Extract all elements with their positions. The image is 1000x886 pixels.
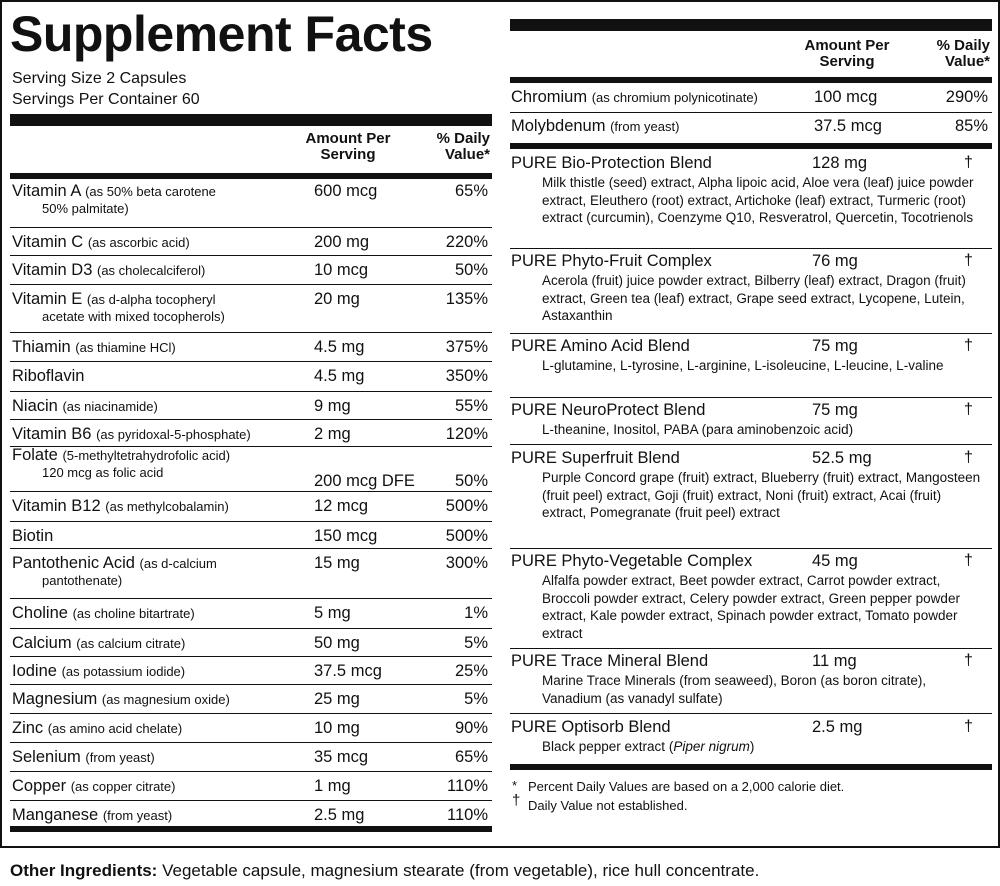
nutrient-amount: 100 mcg [814,88,878,106]
nutrient-name-text: Magnesium [12,690,98,708]
nutrient-name [12,233,190,252]
nutrient-qualifier: (as amino acid chelate) [47,721,183,736]
nutrient-name-text: Vitamin D3 [12,261,93,279]
row-divider [10,284,492,285]
nutrient-qualifier-line2: 120 mcg as folic acid [42,465,164,480]
left-header-rule [10,173,492,179]
nutrient-qualifier-line2: pantothenate) [42,573,123,588]
nutrient-name [12,338,176,357]
blend-amount: 11 mg [812,652,857,670]
blend-divider [510,248,992,249]
nutrient-amount: 600 mcg [314,182,378,200]
blend-dagger: † [964,337,973,354]
nutrient-name-text: Vitamin B12 [12,497,101,515]
nutrient-qualifier: (5-methyltetrahydrofolic acid) [62,448,231,463]
nutrient-amount: 10 mcg [314,261,369,279]
other-ingredients-text: Vegetable capsule, magnesium stearate (from vegetable), rice hull concentrate. [157,861,760,880]
blend-name: PURE Phyto-Vegetable Complex [511,552,753,570]
blend-name: PURE Optisorb Blend [511,718,671,736]
nutrient-amount: 15 mg [314,554,360,572]
nutrient-qualifier: (as choline bitartrate) [72,606,195,621]
right-blend-rule [510,143,992,149]
nutrient-name-text: Biotin [12,527,54,545]
row-divider [10,255,492,256]
nutrient-name-text: Iodine [12,662,57,680]
left-dv-header: % Daily Value* [436,130,490,163]
blend-ingredients: Alfalfa powder extract, Beet powder extract, Carrot powder extract, Broccoli powder extract, Celery powder extract, Green pepper powder extract, Kale powder extract, Spinach powder extract, Tomato powder extract [542,573,960,641]
nutrient-amount: 200 mg [314,233,370,251]
other-ingredients-label: Other Ingredients: [10,861,158,880]
nutrient-amount: 10 mg [314,719,360,737]
nutrient-name [12,719,182,738]
row-divider [10,361,492,362]
nutrient-name-text: Riboflavin [12,367,85,385]
blend-dagger: † [964,401,973,418]
nutrient-qualifier: (from yeast) [85,750,155,765]
blend-ingredients: Milk thistle (seed) extract, Alpha lipoic acid, Aloe vera (leaf) juice powder extract, Eleuthero (root) extract, Artichoke (leaf) extract, Turmeric (root) extract (curcumin), Coenzyme Q10, Resveratrol, Quercetin, Tocotrienols [542,175,974,225]
nutrient-qualifier: (as chromium polynicotinate) [591,90,758,105]
left-thick-bar [10,114,492,126]
nutrient-name-text: Vitamin E [12,290,83,308]
nutrient-qualifier: (as d-calcium [139,556,217,571]
nutrient-name-text: Pantothenic Acid [12,554,135,572]
nutrient-name-text: Manganese [12,806,99,824]
nutrient-name [12,634,185,653]
nutrient-name-text: Copper [12,777,67,795]
row-divider [510,112,992,113]
nutrient-name-text: Zinc [12,719,44,737]
right-amount-header: Amount Per Serving [804,37,890,70]
row-divider [10,684,492,685]
blend-divider [510,548,992,549]
nutrient-name [12,806,172,825]
nutrient-amount: 2.5 mg [314,806,365,824]
nutrient-name [12,662,185,681]
nutrient-name-text: Folate [12,446,58,464]
row-divider [10,800,492,801]
nutrient-daily-value: 5% [464,634,488,652]
nutrient-daily-value: 300% [445,554,488,572]
nutrient-daily-value: 85% [954,117,988,135]
blend-amount: 75 mg [812,401,858,419]
nutrient-name [12,604,195,623]
blend-ingredients: L-theanine, Inositol, PABA (para aminobenzoic acid) [542,422,854,437]
nutrient-name-text: Vitamin A [12,182,81,200]
nutrient-daily-value: 1% [464,604,488,622]
nutrient-daily-value: 500% [445,527,488,545]
nutrient-amount: 37.5 mcg [814,117,882,135]
row-divider [10,713,492,714]
blend-divider [510,444,992,445]
blend-amount: 45 mg [812,552,858,570]
nutrient-daily-value: 25% [454,662,488,680]
blend-amount: 2.5 mg [812,718,863,736]
blend-amount: 75 mg [812,337,858,355]
right-header-rule [510,77,992,83]
nutrient-daily-value: 55% [454,397,488,415]
blend-name: PURE Superfruit Blend [511,449,680,467]
blend-ingredients: L-glutamine, L-tyrosine, L-arginine, L-isoleucine, L-leucine, L-valine [542,358,944,373]
nutrient-qualifier: (from yeast) [102,808,173,823]
nutrient-name [12,690,230,709]
blend-divider [510,648,992,649]
blend-ingredients-suffix: ) [749,739,755,754]
left-amount-header: Amount Per Serving [305,130,391,163]
blend-ingredients-italic: Piper nigrum [673,739,750,754]
nutrient-amount: 2 mg [314,425,351,443]
nutrient-qualifier: (as d-alpha tocopheryl [86,292,216,307]
blend-divider [510,397,992,398]
nutrient-amount: 9 mg [314,397,351,415]
nutrient-qualifier: (as calcium citrate) [76,636,186,651]
right-bottom-rule [510,764,992,770]
nutrient-amount: 37.5 mcg [314,662,382,680]
row-divider [10,419,492,420]
footnote-dagger-symbol: † [512,792,521,809]
nutrient-name [12,261,205,280]
nutrient-daily-value: 50% [454,261,488,279]
nutrient-name [12,367,84,385]
blend-divider [510,333,992,334]
nutrient-daily-value: 120% [445,425,488,443]
row-divider [10,628,492,629]
nutrient-amount: 20 mg [314,290,360,308]
nutrient-daily-value: 500% [445,497,488,515]
nutrient-name [12,290,216,309]
footnote-dagger-text: Daily Value not established. [528,798,688,813]
nutrient-amount: 25 mg [314,690,360,708]
nutrient-daily-value: 50% [454,472,488,490]
blend-dagger: † [964,154,973,171]
nutrient-qualifier-line2: acetate with mixed tocopherols) [42,309,225,324]
blend-dagger: † [964,552,973,569]
blend-amount: 76 mg [812,252,858,270]
nutrient-qualifier: (as niacinamide) [62,399,158,414]
row-divider [10,656,492,657]
nutrient-name [511,88,758,107]
nutrient-amount: 1 mg [314,777,351,795]
nutrient-daily-value: 135% [445,290,488,308]
row-divider [10,521,492,522]
nutrient-qualifier-line2: 50% palmitate) [42,201,129,216]
nutrient-name-text: Vitamin B6 [12,425,92,443]
footnote-star-symbol: * [512,778,518,793]
nutrient-daily-value: 90% [454,719,488,737]
nutrient-daily-value: 375% [445,338,488,356]
row-divider [10,391,492,392]
nutrient-name [12,446,230,465]
nutrient-daily-value: 110% [447,777,488,795]
nutrient-qualifier: (as ascorbic acid) [87,235,190,250]
blend-ingredients-prefix: Black pepper extract ( [542,739,674,754]
row-divider [10,742,492,743]
blend-ingredients [542,738,982,756]
nutrient-qualifier: (as cholecalciferol) [97,263,206,278]
blend-ingredients: Acerola (fruit) juice powder extract, Bilberry (leaf) extract, Dragon (fruit) extract, Green tea (leaf) extract, Grape seed extract, Lycopene, Lutein, Astaxanthin [542,273,966,323]
nutrient-name-text: Molybdenum [511,117,606,135]
blend-ingredients: Purple Concord grape (fruit) extract, Blueberry (fruit) extract, Mangosteen (fruit peel) extract, Goji (fruit) extract, Noni (fruit) extract, Acai (fruit) extract, Pomegranate (fruit peel) extract [542,470,981,520]
nutrient-qualifier: (as thiamine HCl) [75,340,176,355]
nutrient-name-text: Calcium [12,634,72,652]
blend-dagger: † [964,718,973,735]
nutrient-qualifier: (as pyridoxal-5-phosphate) [96,427,251,442]
row-divider [10,491,492,492]
panel-title: Supplement Facts [10,6,433,62]
blend-ingredients: Marine Trace Minerals (from seaweed), Boron (as boron citrate), Vanadium (as vanadyl sulfate) [542,673,927,706]
left-bottom-rule [10,826,492,832]
nutrient-name [12,397,158,416]
blend-name: PURE Bio-Protection Blend [511,154,712,172]
blend-dagger: † [964,652,973,669]
nutrient-name [12,777,175,796]
nutrient-name [12,497,229,516]
nutrient-name-text: Chromium [511,88,588,106]
blend-name: PURE Amino Acid Blend [511,337,690,355]
nutrient-qualifier: (from yeast) [610,119,680,134]
right-thick-bar [510,19,992,31]
nutrient-name [12,527,53,545]
footnote-star-text: Percent Daily Values are based on a 2,000 calorie diet. [528,779,845,794]
nutrient-amount: 150 mcg [314,527,378,545]
row-divider [10,548,492,549]
nutrient-daily-value: 350% [445,367,488,385]
nutrient-amount: 4.5 mg [314,367,365,385]
blend-divider [510,713,992,714]
nutrient-name [12,182,216,201]
nutrient-qualifier: (as copper citrate) [70,779,176,794]
nutrient-qualifier: (as 50% beta carotene [85,184,216,199]
nutrient-amount: 4.5 mg [314,338,365,356]
nutrient-amount: 50 mg [314,634,360,652]
row-divider [10,227,492,228]
row-divider [10,598,492,599]
other-ingredients [10,861,759,881]
nutrient-qualifier: (as potassium iodide) [61,664,186,679]
nutrient-daily-value: 220% [445,233,488,251]
nutrient-daily-value: 65% [454,182,488,200]
nutrient-name-text: Niacin [12,397,58,415]
right-dv-header: % Daily Value* [936,37,990,70]
blend-dagger: † [964,449,973,466]
nutrient-daily-value: 65% [454,748,488,766]
nutrient-daily-value: 5% [464,690,488,708]
blend-amount: 52.5 mg [812,449,872,467]
nutrient-name-text: Thiamin [12,338,71,356]
nutrient-daily-value: 110% [447,806,488,824]
blend-name: PURE Phyto-Fruit Complex [511,252,712,270]
nutrient-amount: 5 mg [314,604,351,622]
nutrient-name [511,117,679,136]
nutrient-qualifier: (as magnesium oxide) [101,692,230,707]
nutrient-name [12,554,217,573]
nutrient-amount: 200 mcg DFE [314,472,415,490]
row-divider [10,332,492,333]
nutrient-amount: 35 mcg [314,748,369,766]
nutrient-name [12,425,251,444]
blend-name: PURE Trace Mineral Blend [511,652,709,670]
nutrient-amount: 12 mcg [314,497,369,515]
blend-name: PURE NeuroProtect Blend [511,401,706,419]
serving-size: Serving Size 2 Capsules [12,70,187,87]
row-divider [10,771,492,772]
nutrient-name-text: Choline [12,604,68,622]
nutrient-daily-value: 290% [945,88,988,106]
nutrient-name [12,748,155,767]
nutrient-name-text: Selenium [12,748,81,766]
blend-dagger: † [964,252,973,269]
blend-amount: 128 mg [812,154,868,172]
servings-per-container: Servings Per Container 60 [12,91,200,108]
nutrient-qualifier: (as methylcobalamin) [105,499,229,514]
nutrient-name-text: Vitamin C [12,233,84,251]
